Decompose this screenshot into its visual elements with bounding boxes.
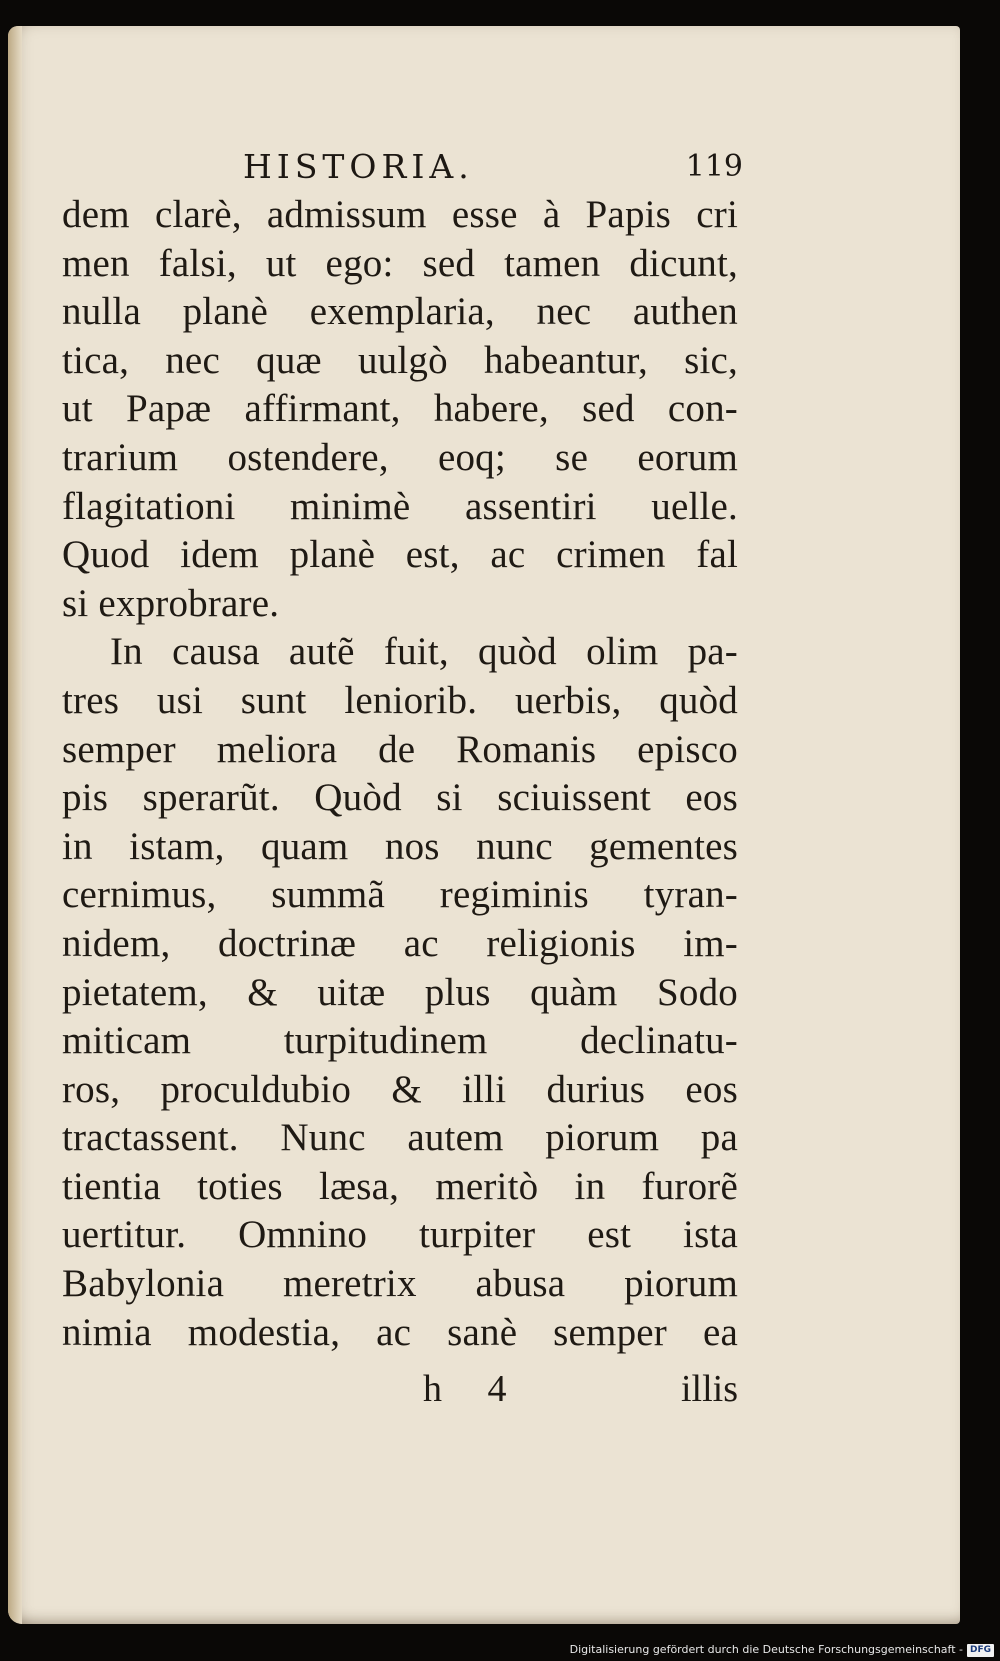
text-line: nimia modestia, ac sanè semper ea	[62, 1310, 738, 1354]
text-line: tientia toties læsa, meritò in furorẽ	[62, 1164, 738, 1208]
text-line: miticam turpitudinem declinatu-	[62, 1019, 738, 1063]
text-line: pis sperarũt. Quòd si sciuissent eos	[62, 776, 738, 820]
page-header	[243, 144, 743, 190]
text-line: in istam, quam nos nunc gementes	[62, 824, 738, 868]
body-text	[62, 191, 738, 1357]
text-line: Quod idem planè est, ac crimen fal	[62, 533, 738, 577]
credit-text: Digitalisierung gefördert durch die Deutsche Forschungsgemeinschaft -	[569, 1643, 963, 1656]
text-line: dem clarè, admissum esse à Papis cri	[62, 193, 738, 236]
text-line: cernimus, summã regiminis tyran-	[62, 873, 738, 917]
text-line: uertitur. Omnino turpiter est ista	[62, 1213, 738, 1257]
text-line: trarium ostendere, eoq; se eorum	[62, 435, 738, 479]
page-number: 119	[685, 149, 743, 184]
text-line: ut Papæ affirmant, habere, sed con-	[62, 387, 738, 431]
book-page	[8, 26, 960, 1624]
text-line: tractassent. Nunc autem piorum pa	[62, 1116, 738, 1160]
signature-mark: h 4	[423, 1368, 525, 1410]
page-footer	[413, 1364, 738, 1414]
dfg-logo-icon: DFG	[967, 1644, 994, 1657]
catchword: illis	[680, 1368, 738, 1410]
running-title: HISTORIA.	[243, 147, 474, 186]
text-line: tica, nec quæ uulgò habeantur, sic,	[62, 338, 738, 382]
digitization-credit	[570, 1642, 994, 1658]
text-line: nulla planè exemplaria, nec authen	[62, 290, 738, 334]
text-line: nidem, doctrinæ ac religionis im-	[62, 921, 738, 965]
text-line: tres usi sunt leniorib. uerbis, quòd	[62, 678, 738, 722]
text-line: pietatem, & uitæ plus quàm Sodo	[62, 970, 738, 1014]
text-line-paragraph-start: In causa autẽ fuit, quòd olim pa-	[110, 630, 738, 674]
text-line: Babylonia meretrix abusa piorum	[62, 1262, 738, 1306]
text-line: men falsi, ut ego: sed tamen dicunt,	[62, 241, 738, 285]
text-line-paragraph-end: si exprobrare.	[62, 581, 280, 625]
text-line: ros, proculdubio & illi durius eos	[62, 1067, 738, 1111]
page-gutter-edge	[8, 26, 22, 1624]
text-line: flagitationi minimè assentiri uelle.	[62, 484, 738, 528]
text-line: semper meliora de Romanis episco	[62, 727, 738, 771]
